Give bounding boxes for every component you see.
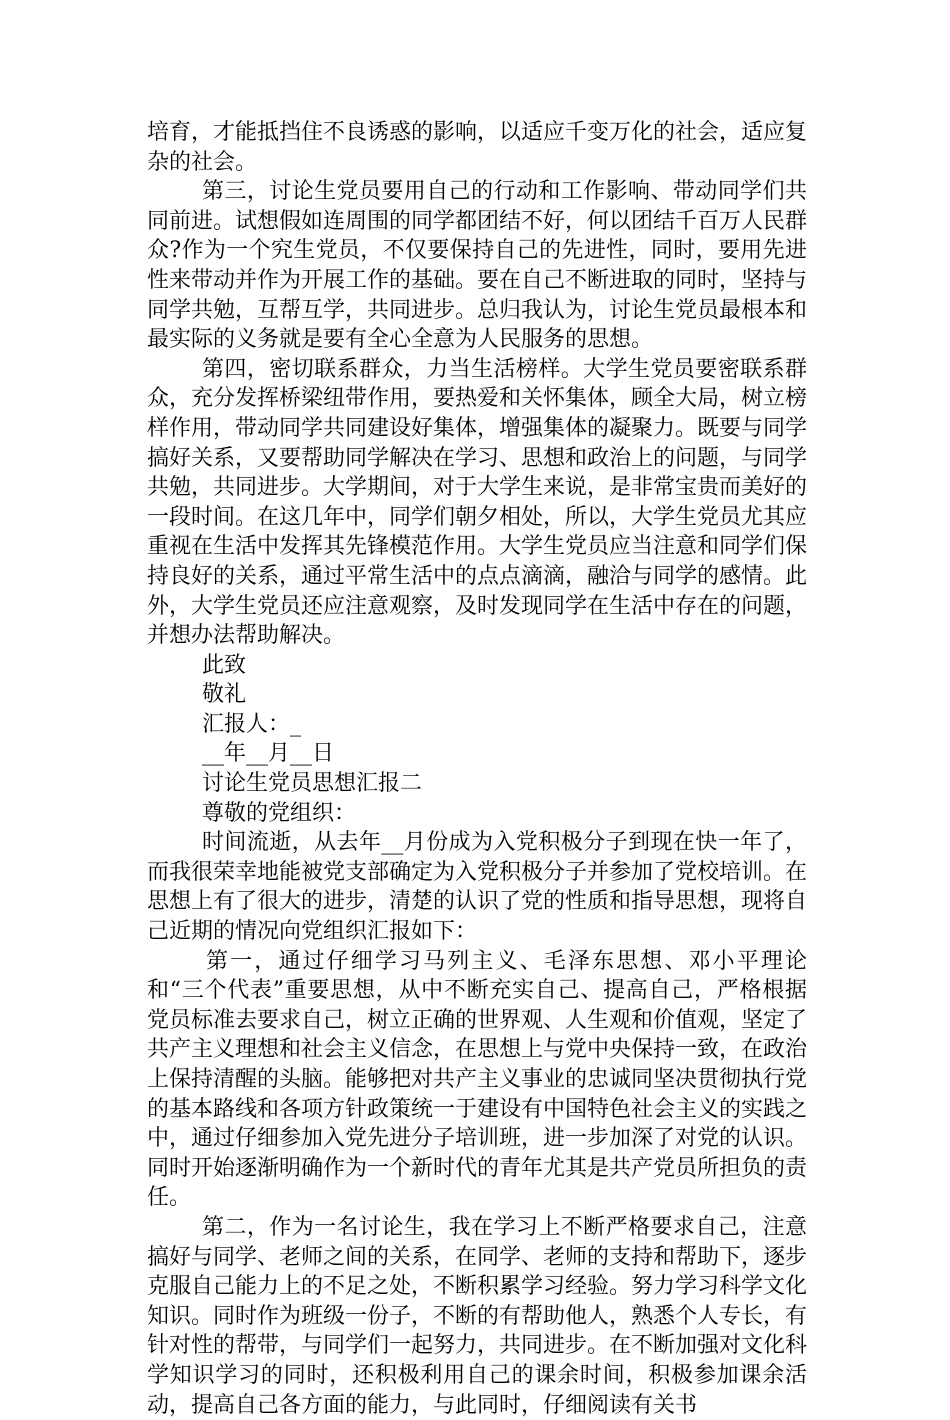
paragraph-point-one: 第一，通过仔细学习马列主义、毛泽东思想、邓小平理论和“三个代表”重要思想，从中不断充实自己、提高自己，严格根据党员标准去要求自己，树立正确的世界观、人生观和价值观，坚定了共产主义理想和社会主义信念，在思想上与党中央保持一致，在政治上保持清醒的头脑。能够把对共产主义事业的忠诚同坚决贯彻执行党的基本路线和各项方针政策统一于建设有中国特色社会主义的实践之中，通过仔细参加入党先进分子培训班，进一步加深了对党的认识。同时开始逐渐明确作为一个新时代的青年尤其是共产党员所担负的责任。 [147, 948, 808, 1211]
paragraph-intro: 时间流逝，从去年__月份成为入党积极分子到现在快一年了，而我很荣幸地能被党支部确定为入党积极分子并参加了党校培训。在思想上有了很大的进步，清楚的认识了党的性质和指导思想，现将自己近期的情况向党组织汇报如下： [147, 830, 808, 945]
date-line: __年__月__日 [202, 741, 335, 767]
closing-salutation-1: 此致 [202, 652, 247, 678]
paragraph-point-three: 第三，讨论生党员要用自己的行动和工作影响、带动同学们共同前进。试想假如连周围的同学都团结不好，何以团结千百万人民群众?作为一个究生党员，不仅要保持自己的先进性，同时，要用先进性来带动并作为开展工作的基础。要在自己不断进取的同时，坚持与同学共勉，互帮互学，共同进步。总归我认为，讨论生党员最根本和最实际的义务就是要有全心全意为人民服务的思想。 [147, 179, 808, 353]
document-body [147, 118, 807, 1420]
closing-salutation-2: 敬礼 [202, 682, 247, 708]
section-title: 讨论生党员思想汇报二 [202, 771, 423, 797]
greeting-line: 尊敬的党组织： [202, 800, 357, 826]
reporter-line: 汇报人：_ [202, 711, 302, 737]
paragraph-point-four: 第四，密切联系群众，力当生活榜样。大学生党员要密联系群众，充分发挥桥梁纽带作用，要热爱和关怀集体，顾全大局，树立榜样作用，带动同学共同建设好集体，增强集体的凝聚力。既要与同学搞好关系，又要帮助同学解决在学习、思想和政治上的问题，与同学共勉，共同进步。大学期间，对于大学生来说，是非常宝贵而美好的一段时间。在这几年中，同学们朝夕相处，所以，大学生党员尤其应重视在生活中发挥其先锋模范作用。大学生党员应当注意和同学们保持良好的关系，通过平常生活中的点点滴滴，融洽与同学的感情。此外，大学生党员还应注意观察，及时发现同学在生活中存在的问题，并想办法帮助解决。 [147, 356, 808, 649]
paragraph-point-two: 第二，作为一名讨论生，我在学习上不断严格要求自己，注意搞好与同学、老师之间的关系，在同学、老师的支持和帮助下，逐步克服自己能力上的不足之处，不断积累学习经验。努力学习科学文化知识。同时作为班级一份子，不断的有帮助他人，熟悉个人专长，有针对性的帮带，与同学们一起努力，共同进步。在不断加强对文化科学知识学习的同时，还积极利用自己的课余时间，积极参加课余活动，提高自己各方面的能力，与此同时，仔细阅读有关书 [147, 1214, 808, 1418]
paragraph-continuation: 培育，才能抵挡住不良诱惑的影响，以适应千变万化的社会，适应复杂的社会。 [147, 120, 808, 175]
